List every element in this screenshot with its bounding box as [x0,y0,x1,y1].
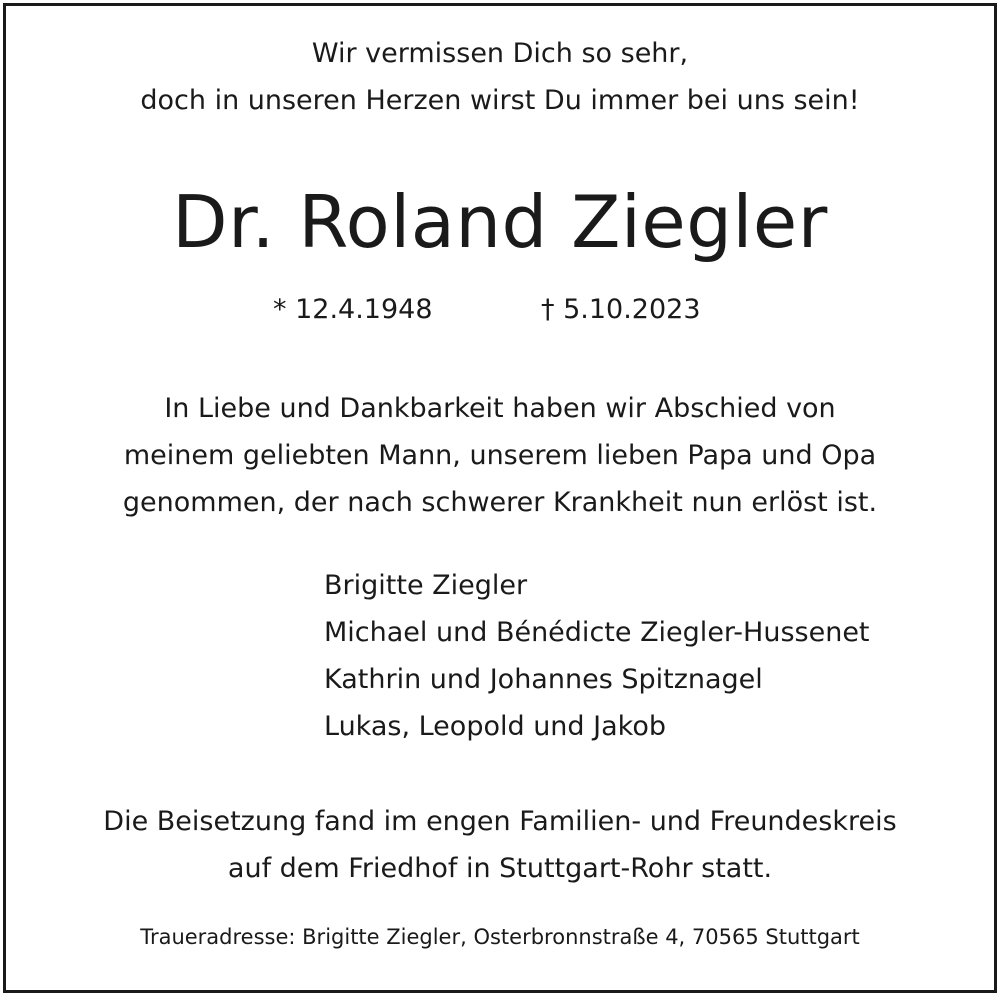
mourner-name: Lukas, Leopold und Jakob [324,711,666,742]
life-dates [0,290,1000,330]
deceased-name: Dr. Roland Ziegler [172,180,828,264]
mourner-name: Michael und Bénédicte Ziegler-Hussenet [324,617,870,648]
burial-info [0,798,1000,892]
mourners-list [324,562,870,750]
message-line: In Liebe und Dankbarkeit haben wir Abschied von [164,393,836,424]
message-line: genommen, der nach schwerer Krankheit nun erlöst ist. [122,487,878,518]
mourning-address: Traueradresse: Brigitte Ziegler, Osterbronnstraße 4, 70565 Stuttgart [140,925,860,949]
motto-line: doch in unseren Herzen wirst Du immer bei uns sein! [140,85,860,116]
burial-line: auf dem Friedhof in Stuttgart-Rohr statt. [227,853,773,884]
motto [0,30,1000,124]
message-line: meinem geliebten Mann, unserem lieben Papa und Opa [123,440,877,471]
mourner-name: Kathrin und Johannes Spitznagel [324,664,763,695]
farewell-message [0,385,1000,526]
mourner-name: Brigitte Ziegler [324,570,528,601]
death-date: † 5.10.2023 [541,294,701,325]
birth-date: * 12.4.1948 [273,294,433,325]
burial-line: Die Beisetzung fand im engen Familien- und Freundeskreis [103,806,897,837]
motto-line: Wir vermissen Dich so sehr, [311,38,689,69]
